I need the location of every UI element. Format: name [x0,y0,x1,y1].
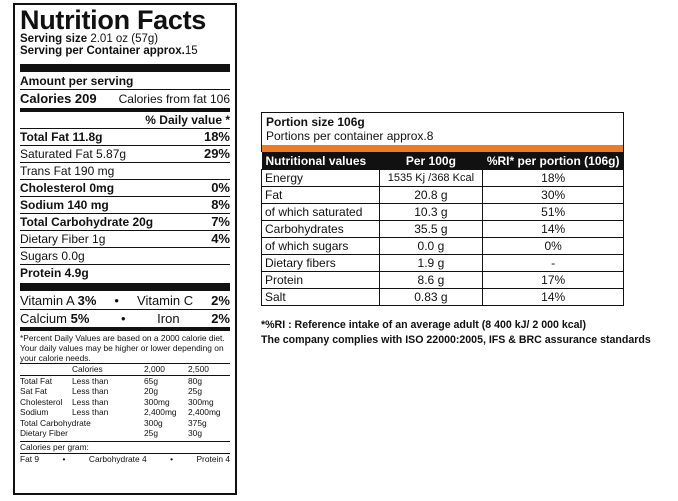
reference-row [20,386,230,397]
mineral-row [20,310,230,331]
ref-cell: 300mg [188,396,214,407]
ref-cell [20,364,72,376]
daily-value-header [20,112,230,129]
vitamin-c [137,292,193,309]
table-cell: Fat [262,187,380,204]
table-row [262,255,624,272]
ri-note [261,318,651,348]
nutrient-row [20,231,230,248]
table-cell: 18% [483,170,624,187]
nutrient-label: Total Carbohydrate 20g [20,215,154,229]
table-cell: - [483,255,624,272]
table-cell: 20.8 g [379,187,483,204]
table-cell: 10.3 g [379,204,483,221]
table-cell: Carbohydrates [262,221,380,238]
ref-cell: Total Fat [20,375,53,386]
nutrient-row [20,129,230,146]
calories-per-gram-label: Calories per gram: [20,441,89,452]
ref-cell: Calories [72,364,103,374]
ref-cell: Dietary Fiber [20,428,68,438]
calories-per-gram [20,441,230,465]
calcium-pct: 5% [70,311,90,326]
reference-row [20,407,230,418]
ref-cell: Sat Fat [20,386,47,396]
daily-values-footnote: *Percent Daily Values are based on a 2000 calorie diet. Your daily values may be higher or lower depending on your calorie needs. [20,333,225,363]
ref-cell: 25g [188,386,202,396]
nutrient-row [20,146,230,163]
servings-per-container [20,45,230,57]
vitamin-c-pct: 2% [211,293,230,308]
table-cell: Salt [262,289,380,306]
table-cell: 8.6 g [379,272,483,289]
nutrient-pct: 4% [211,231,230,246]
calories-row [20,90,230,112]
nutrition-facts-title: Nutrition Facts [20,5,207,35]
calories-label: Calories 209 [20,91,97,106]
nutrient-label: Cholesterol 0mg [20,181,115,195]
nutrient-row [20,180,230,197]
amount-per-serving [20,73,230,90]
table-cell: 17% [483,272,624,289]
iron-label: Iron [157,311,180,326]
reference-row [20,397,230,408]
nutrient-row [20,214,230,231]
ref-cell: 30g [188,428,202,438]
reference-row [20,375,230,386]
portions-per-container: Portions per container approx.8 [266,129,434,143]
calcium [20,310,89,327]
table-row [262,187,624,204]
ref-cell: 65g [144,375,158,386]
accent-bar [261,145,624,152]
ref-cell: 375g [188,417,207,428]
ri-note-line2: The company complies with ISO 22000:2005, IFS & BRC assurance standards [261,334,651,346]
ref-cell: 2,400mg [144,407,177,417]
nutrient-label: Dietary Fiber 1g [20,232,106,246]
ref-cell: Cholesterol [20,396,63,407]
reference-table [20,363,230,439]
ref-cell: 25g [144,428,158,438]
column-header: Nutritional values [262,152,380,170]
table-cell: 0% [483,238,624,255]
reference-row [20,428,230,439]
nutrient-pct: 8% [211,197,230,212]
table-cell: 14% [483,289,624,306]
nutrient-label: Saturated Fat 5.87g [20,147,127,161]
ref-cell: 2,500 [188,364,209,374]
vitamin-a [20,292,96,309]
bullet: • [114,293,119,308]
table-row [262,221,624,238]
calories-from-fat: Calories from fat 106 [118,92,230,106]
reference-header-row [20,364,230,376]
calcium-label: Calcium [20,311,67,326]
serving-size-value: 2.01 oz (57g) [90,33,159,45]
table-row [262,238,624,255]
table-cell: 0.0 g [379,238,483,255]
servings-value: 15 [184,45,198,57]
ref-cell: 80g [188,375,202,386]
cpg-carbohydrate: Carbohydrate 4 [88,453,147,464]
us-nutrition-facts-panel [13,3,237,495]
nutrient-rows [20,129,230,281]
portion-size: Portion size 106g [266,115,365,129]
column-header: %RI* per portion (106g) [483,152,624,170]
nutrient-pct: 0% [211,180,230,195]
iron [157,310,179,327]
cpg-fat: Fat 9 [20,453,40,464]
ref-cell: Less than [72,396,109,407]
table-cell: 1.9 g [379,255,483,272]
table-row [262,289,624,306]
table-cell: 0.83 g [379,289,483,306]
ri-note-line1: *%RI : Reference intake of an average adult (8 400 kJ/ 2 000 kcal) [261,319,587,331]
nutrient-pct: 29% [203,146,230,161]
ref-cell: 300mg [144,396,170,407]
bullet: • [170,453,174,464]
portion-header [261,112,624,145]
table-cell: Protein [262,272,380,289]
vitamin-a-label: Vitamin A [20,293,74,308]
nutrient-row [20,265,230,281]
column-header: Per 100g [379,152,483,170]
cpg-protein: Protein 4 [196,453,230,464]
ref-cell: 2,400mg [188,407,221,417]
servings-label: Serving per Container approx. [20,45,185,57]
nutrient-label: Sodium 140 mg [20,198,109,212]
ref-cell: Sodium [20,407,49,417]
nutrient-label: Sugars 0.0g [20,249,85,263]
table-header-row [262,152,624,170]
divider-thick [20,64,230,72]
nutrient-label: Trans Fat 190 mg [20,164,115,178]
ref-cell: 2,000 [144,364,165,374]
nutrient-row [20,197,230,214]
bullet: • [121,311,126,326]
amount-per-serving-label: Amount per serving [20,74,134,88]
calories-per-gram-values [20,453,230,465]
table-cell: 14% [483,221,624,238]
table-cell: of which sugars [262,238,380,255]
reference-row [20,418,230,429]
nutrient-label: Total Fat 11.8g [20,130,103,144]
nutrient-pct: 18% [203,129,230,144]
table-cell: 35.5 g [379,221,483,238]
iron-pct: 2% [211,311,230,326]
vitamin-row [20,292,230,310]
nutrient-row [20,163,230,180]
nutrient-label: Protein 4.9g [20,266,89,280]
ref-cell: Total Carbohydrate [20,417,91,428]
vitamin-a-pct: 3% [77,293,97,308]
bullet: • [62,453,66,464]
eu-nutrition-panel [261,112,651,348]
table-row [262,272,624,289]
table-cell: 1535 Kj /368 Kcal [379,170,483,187]
nutrient-pct: 7% [211,214,230,229]
nutrition-table [261,152,624,306]
ref-cell: Less than [72,386,109,396]
table-cell: 51% [483,204,624,221]
vitamin-c-label: Vitamin C [137,293,194,308]
ref-cell: Less than [72,407,109,417]
table-cell: of which saturated [262,204,380,221]
divider-thick [20,283,230,291]
ref-cell: 20g [144,386,158,396]
ref-cell: Less than [72,375,109,386]
table-cell: Dietary fibers [262,255,380,272]
table-cell: Energy [262,170,380,187]
nutrient-row [20,248,230,265]
table-row [262,170,624,187]
ref-cell: 300g [144,417,163,428]
serving-size-label: Serving size [20,33,88,45]
table-row [262,204,624,221]
table-cell: 30% [483,187,624,204]
daily-value-header-label: % Daily value * [145,113,230,127]
